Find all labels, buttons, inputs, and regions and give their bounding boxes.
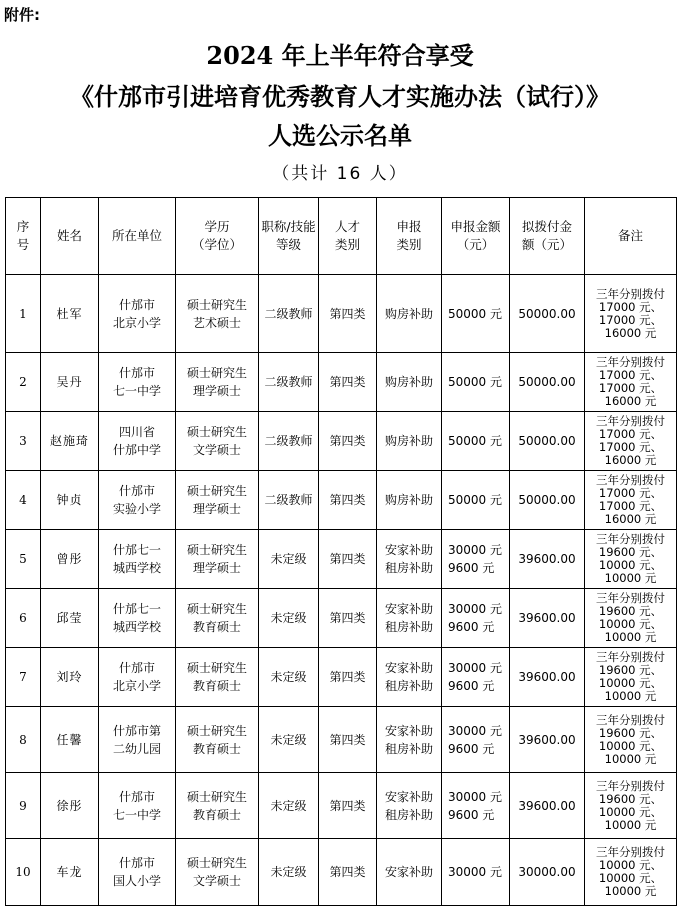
cell-apply-amount-line: 9600 元 xyxy=(448,561,495,575)
cell-apply-amount-line: 30000 元 xyxy=(448,789,502,804)
cell-no: 2 xyxy=(6,353,41,412)
cell-degree-line: 文学硕士 xyxy=(192,443,241,457)
cell-unit xyxy=(99,648,176,707)
cell-apply-type xyxy=(377,471,442,530)
cell-note-line: 10000 元、 xyxy=(598,858,663,872)
cell-note-line: 10000 元 xyxy=(604,630,657,644)
cell-title-level: 二级教师 xyxy=(259,275,319,353)
cell-apply-type xyxy=(377,773,442,839)
cell-payout-amount: 39600.00 xyxy=(510,773,585,839)
table-row xyxy=(6,589,677,648)
cell-unit xyxy=(99,707,176,773)
cell-name: 吴丹 xyxy=(41,353,99,412)
cell-apply-amount-line: 50000 元 xyxy=(448,434,502,448)
cell-degree xyxy=(176,530,259,589)
cell-note-line: 17000 元、 xyxy=(598,486,663,500)
cell-apply-type xyxy=(377,530,442,589)
cell-degree xyxy=(176,648,259,707)
cell-title-level: 未定级 xyxy=(259,707,319,773)
cell-no: 1 xyxy=(6,275,41,353)
cell-payout-amount: 30000.00 xyxy=(510,839,585,906)
cell-talent-category: 第四类 xyxy=(319,648,377,707)
cell-payout-amount: 39600.00 xyxy=(510,530,585,589)
cell-degree xyxy=(176,839,259,906)
cell-unit-line: 什邡市 xyxy=(118,484,155,498)
cell-note-line: 10000 元、 xyxy=(598,558,663,572)
cell-apply-amount xyxy=(442,353,510,412)
cell-degree-line: 文学硕士 xyxy=(192,874,241,888)
cell-apply-amount-line: 9600 元 xyxy=(448,620,495,634)
cell-note-line: 19600 元、 xyxy=(598,604,663,618)
cell-title-level: 二级教师 xyxy=(259,471,319,530)
cell-payout-amount: 39600.00 xyxy=(510,648,585,707)
cell-note-line: 10000 元、 xyxy=(598,676,663,690)
table-row xyxy=(6,773,677,839)
cell-apply-type-line: 购房补助 xyxy=(384,375,433,389)
cell-payout-amount: 50000.00 xyxy=(510,412,585,471)
cell-title-level: 未定级 xyxy=(259,589,319,648)
cell-note-line: 16000 元 xyxy=(604,453,657,467)
cell-unit xyxy=(99,839,176,906)
cell-note-line: 17000 元、 xyxy=(598,299,663,314)
title-line-2: 《什邡市引进培育优秀教育人才实施办法（试行）》 xyxy=(70,82,610,111)
cell-talent-category: 第四类 xyxy=(319,707,377,773)
cell-note-line: 16000 元 xyxy=(604,512,657,526)
cell-talent-category: 第四类 xyxy=(319,471,377,530)
cell-talent-category: 第四类 xyxy=(319,275,377,353)
header-apply-type xyxy=(377,198,442,275)
cell-payout-amount: 50000.00 xyxy=(510,353,585,412)
cell-apply-type-line: 购房补助 xyxy=(384,493,433,507)
cell-note-line: 三年分别拨付 xyxy=(596,712,665,727)
cell-name: 刘玲 xyxy=(41,648,99,707)
cell-talent-category: 第四类 xyxy=(319,353,377,412)
cell-unit xyxy=(99,773,176,839)
cell-degree-line: 教育硕士 xyxy=(192,620,241,634)
header-unit-line: 所在单位 xyxy=(111,228,162,243)
cell-degree-line: 硕士研究生 xyxy=(186,484,247,498)
cell-note-line: 三年分别拨付 xyxy=(596,355,665,369)
cell-note-line: 三年分别拨付 xyxy=(596,532,665,546)
header-degree-line: （学位） xyxy=(191,237,242,252)
cell-apply-amount xyxy=(442,648,510,707)
cell-degree-line: 硕士研究生 xyxy=(186,543,247,557)
cell-apply-type-line: 安家补助 xyxy=(384,865,433,879)
cell-payout-amount: 39600.00 xyxy=(510,589,585,648)
header-note-line: 备注 xyxy=(617,228,643,243)
cell-note-line: 10000 元、 xyxy=(598,617,663,631)
cell-degree-line: 教育硕士 xyxy=(192,679,241,693)
cell-unit-line: 七一中学 xyxy=(112,807,161,822)
cell-apply-amount xyxy=(442,773,510,839)
cell-degree-line: 艺术硕士 xyxy=(192,315,241,330)
cell-unit xyxy=(99,412,176,471)
cell-unit xyxy=(99,471,176,530)
title-line-3: 人选公示名单 xyxy=(268,121,412,150)
cell-no: 8 xyxy=(6,707,41,773)
cell-note-line: 10000 元、 xyxy=(598,871,663,885)
cell-name: 曾彤 xyxy=(41,530,99,589)
table-row xyxy=(6,707,677,773)
cell-note-line: 三年分别拨付 xyxy=(596,778,665,793)
cell-talent-category: 第四类 xyxy=(319,589,377,648)
table-body xyxy=(6,275,677,906)
header-degree xyxy=(176,198,259,275)
cell-unit-line: 什邡市 xyxy=(118,366,155,380)
cell-note-line: 10000 元 xyxy=(604,571,657,585)
header-apply-type-line: 申报 xyxy=(396,219,422,234)
cell-no: 3 xyxy=(6,412,41,471)
cell-apply-type-line: 安家补助 xyxy=(384,789,433,804)
cell-note-line: 三年分别拨付 xyxy=(596,414,665,428)
header-title-level-line: 职称/技能 xyxy=(261,219,316,234)
cell-degree xyxy=(176,773,259,839)
cell-apply-type-line: 租房补助 xyxy=(384,679,433,693)
cell-apply-type-line: 购房补助 xyxy=(384,306,433,321)
cell-apply-amount xyxy=(442,275,510,353)
cell-degree-line: 硕士研究生 xyxy=(186,297,247,312)
cell-unit-line: 四川省 xyxy=(118,425,155,439)
cell-apply-type xyxy=(377,353,442,412)
cell-note-line: 10000 元、 xyxy=(598,804,663,819)
cell-degree-line: 硕士研究生 xyxy=(186,723,247,738)
cell-apply-amount-line: 50000 元 xyxy=(448,375,502,389)
cell-note xyxy=(585,471,677,530)
cell-unit-line: 实验小学 xyxy=(112,502,161,516)
cell-name: 钟贞 xyxy=(41,471,99,530)
cell-talent-category: 第四类 xyxy=(319,412,377,471)
cell-note-line: 三年分别拨付 xyxy=(596,473,665,487)
cell-note xyxy=(585,648,677,707)
cell-note xyxy=(585,275,677,353)
cell-name: 任馨 xyxy=(41,707,99,773)
cell-unit-line: 什邡市 xyxy=(118,856,155,870)
cell-title-level: 未定级 xyxy=(259,648,319,707)
cell-note-line: 10000 元 xyxy=(604,689,657,703)
cell-talent-category: 第四类 xyxy=(319,530,377,589)
cell-degree-line: 教育硕士 xyxy=(192,741,241,756)
header-apply-amount xyxy=(442,198,510,275)
cell-payout-amount: 50000.00 xyxy=(510,275,585,353)
header-payout-amount xyxy=(510,198,585,275)
cell-apply-amount xyxy=(442,589,510,648)
header-title-level-line: 等级 xyxy=(275,237,301,252)
cell-apply-type-line: 购房补助 xyxy=(384,434,433,448)
cell-name: 杜军 xyxy=(41,275,99,353)
header-note xyxy=(585,198,677,275)
table-row xyxy=(6,839,677,906)
cell-note-line: 10000 元 xyxy=(604,751,657,766)
cell-apply-type xyxy=(377,648,442,707)
cell-apply-type xyxy=(377,839,442,906)
table-row xyxy=(6,471,677,530)
cell-degree-line: 理学硕士 xyxy=(192,502,241,516)
header-no-line: 序 xyxy=(16,219,30,234)
cell-apply-amount xyxy=(442,471,510,530)
cell-name: 徐彤 xyxy=(41,773,99,839)
cell-note xyxy=(585,773,677,839)
cell-apply-amount-line: 30000 元 xyxy=(448,602,502,616)
cell-degree-line: 理学硕士 xyxy=(192,384,241,398)
cell-note-line: 17000 元、 xyxy=(598,381,663,395)
cell-degree xyxy=(176,707,259,773)
cell-degree-line: 理学硕士 xyxy=(192,561,241,575)
cell-apply-type-line: 租房补助 xyxy=(384,620,433,634)
table-header-row xyxy=(6,198,677,275)
cell-note-line: 17000 元、 xyxy=(598,312,663,327)
title-line-1: 2024 年上半年符合享受 xyxy=(206,41,474,70)
cell-apply-amount xyxy=(442,530,510,589)
cell-unit-line: 什邡七一 xyxy=(112,543,161,557)
cell-unit-line: 什邡市 xyxy=(118,297,155,312)
cell-apply-amount-line: 30000 元 xyxy=(448,661,502,675)
cell-note-line: 19600 元、 xyxy=(598,545,663,559)
cell-no: 10 xyxy=(6,839,41,906)
cell-title-level: 二级教师 xyxy=(259,353,319,412)
cell-note-line: 17000 元、 xyxy=(598,499,663,513)
cell-note-line: 三年分别拨付 xyxy=(596,591,665,605)
cell-apply-type-line: 安家补助 xyxy=(384,543,433,557)
cell-unit-line: 北京小学 xyxy=(112,679,161,693)
cell-apply-amount xyxy=(442,412,510,471)
cell-talent-category: 第四类 xyxy=(319,773,377,839)
cell-apply-amount xyxy=(442,839,510,906)
header-talent-category xyxy=(319,198,377,275)
cell-no: 4 xyxy=(6,471,41,530)
cell-degree xyxy=(176,589,259,648)
cell-name: 邱莹 xyxy=(41,589,99,648)
cell-note-line: 17000 元、 xyxy=(598,368,663,382)
cell-unit-line: 什邡市第 xyxy=(112,723,161,738)
cell-note-line: 19600 元、 xyxy=(598,725,663,740)
cell-unit-line: 北京小学 xyxy=(112,315,161,330)
cell-note xyxy=(585,589,677,648)
cell-apply-type-line: 安家补助 xyxy=(384,723,433,738)
cell-note xyxy=(585,412,677,471)
cell-apply-amount-line: 9600 元 xyxy=(448,807,495,822)
cell-degree-line: 硕士研究生 xyxy=(186,856,247,870)
cell-note-line: 三年分别拨付 xyxy=(596,286,665,301)
cell-unit-line: 国人小学 xyxy=(112,874,161,888)
header-no-line: 号 xyxy=(16,237,30,252)
cell-apply-type xyxy=(377,707,442,773)
header-title-level xyxy=(259,198,319,275)
header-unit xyxy=(99,198,176,275)
table-row xyxy=(6,412,677,471)
cell-degree xyxy=(176,471,259,530)
cell-degree-line: 教育硕士 xyxy=(192,807,241,822)
cell-unit-line: 城西学校 xyxy=(112,620,161,634)
cell-note-line: 17000 元、 xyxy=(598,427,663,441)
cell-note xyxy=(585,839,677,906)
header-name xyxy=(41,198,99,275)
cell-note xyxy=(585,707,677,773)
table-row xyxy=(6,275,677,353)
cell-no: 7 xyxy=(6,648,41,707)
cell-apply-amount xyxy=(442,707,510,773)
cell-name: 赵施琦 xyxy=(41,412,99,471)
cell-note-line: 三年分别拨付 xyxy=(596,845,665,859)
header-talent-category-line: 人才 xyxy=(334,219,360,234)
table-row xyxy=(6,353,677,412)
table-row xyxy=(6,530,677,589)
cell-apply-amount-line: 9600 元 xyxy=(448,679,495,693)
cell-note-line: 16000 元 xyxy=(604,394,657,408)
cell-title-level: 未定级 xyxy=(259,773,319,839)
table-row xyxy=(6,648,677,707)
header-apply-amount-line: （元） xyxy=(456,237,495,252)
cell-apply-amount-line: 30000 元 xyxy=(448,865,502,879)
cell-unit-line: 七一中学 xyxy=(112,384,161,398)
cell-payout-amount: 50000.00 xyxy=(510,471,585,530)
cell-unit-line: 二幼儿园 xyxy=(112,741,161,756)
cell-degree-line: 硕士研究生 xyxy=(186,425,247,439)
cell-degree-line: 硕士研究生 xyxy=(186,366,247,380)
cell-degree-line: 硕士研究生 xyxy=(186,661,247,675)
cell-note-line: 19600 元、 xyxy=(598,791,663,806)
cell-apply-amount-line: 30000 元 xyxy=(448,543,502,557)
cell-apply-amount-line: 50000 元 xyxy=(448,493,502,507)
cell-apply-type-line: 安家补助 xyxy=(384,602,433,616)
cell-note-line: 17000 元、 xyxy=(598,440,663,454)
header-apply-type-line: 类别 xyxy=(396,237,422,252)
cell-degree xyxy=(176,275,259,353)
cell-talent-category: 第四类 xyxy=(319,839,377,906)
cell-apply-type-line: 租房补助 xyxy=(384,807,433,822)
cell-payout-amount: 39600.00 xyxy=(510,707,585,773)
cell-note-line: 10000 元 xyxy=(604,884,657,898)
cell-degree xyxy=(176,412,259,471)
header-apply-amount-line: 申报金额 xyxy=(450,219,501,234)
cell-apply-type xyxy=(377,412,442,471)
cell-unit xyxy=(99,589,176,648)
cell-apply-amount-line: 50000 元 xyxy=(448,306,502,321)
cell-apply-type xyxy=(377,275,442,353)
cell-unit xyxy=(99,353,176,412)
cell-apply-type-line: 租房补助 xyxy=(384,741,433,756)
cell-unit-line: 什邡中学 xyxy=(112,443,161,457)
header-payout-amount-line: 拟拨付金 xyxy=(521,219,572,234)
attachment-label: 附件: xyxy=(4,6,40,24)
header-name-line: 姓名 xyxy=(56,228,82,243)
cell-no: 5 xyxy=(6,530,41,589)
cell-note xyxy=(585,353,677,412)
cell-degree-line: 硕士研究生 xyxy=(186,789,247,804)
cell-note-line: 16000 元 xyxy=(604,325,657,340)
cell-note-line: 10000 元 xyxy=(604,817,657,832)
cell-apply-type-line: 安家补助 xyxy=(384,661,433,675)
cell-note-line: 10000 元、 xyxy=(598,738,663,753)
header-payout-amount-line: 额（元） xyxy=(521,237,572,252)
cell-unit-line: 什邡市 xyxy=(118,789,155,804)
cell-unit xyxy=(99,530,176,589)
cell-apply-type-line: 租房补助 xyxy=(384,561,433,575)
header-talent-category-line: 类别 xyxy=(334,237,360,252)
cell-apply-type xyxy=(377,589,442,648)
cell-apply-amount-line: 30000 元 xyxy=(448,723,502,738)
cell-unit-line: 什邡七一 xyxy=(112,602,161,616)
cell-note-line: 三年分别拨付 xyxy=(596,650,665,664)
header-no xyxy=(6,198,41,275)
cell-unit xyxy=(99,275,176,353)
cell-apply-amount-line: 9600 元 xyxy=(448,741,495,756)
cell-unit-line: 什邡市 xyxy=(118,661,155,675)
cell-no: 6 xyxy=(6,589,41,648)
total-count: （共计 16 人） xyxy=(272,164,408,184)
header-degree-line: 学历 xyxy=(204,219,230,234)
cell-title-level: 二级教师 xyxy=(259,412,319,471)
candidates-table xyxy=(5,197,677,906)
cell-name: 车龙 xyxy=(41,839,99,906)
cell-degree-line: 硕士研究生 xyxy=(186,602,247,616)
cell-note xyxy=(585,530,677,589)
cell-degree xyxy=(176,353,259,412)
cell-title-level: 未定级 xyxy=(259,530,319,589)
cell-title-level: 未定级 xyxy=(259,839,319,906)
cell-unit-line: 城西学校 xyxy=(112,561,161,575)
cell-no: 9 xyxy=(6,773,41,839)
cell-note-line: 19600 元、 xyxy=(598,663,663,677)
